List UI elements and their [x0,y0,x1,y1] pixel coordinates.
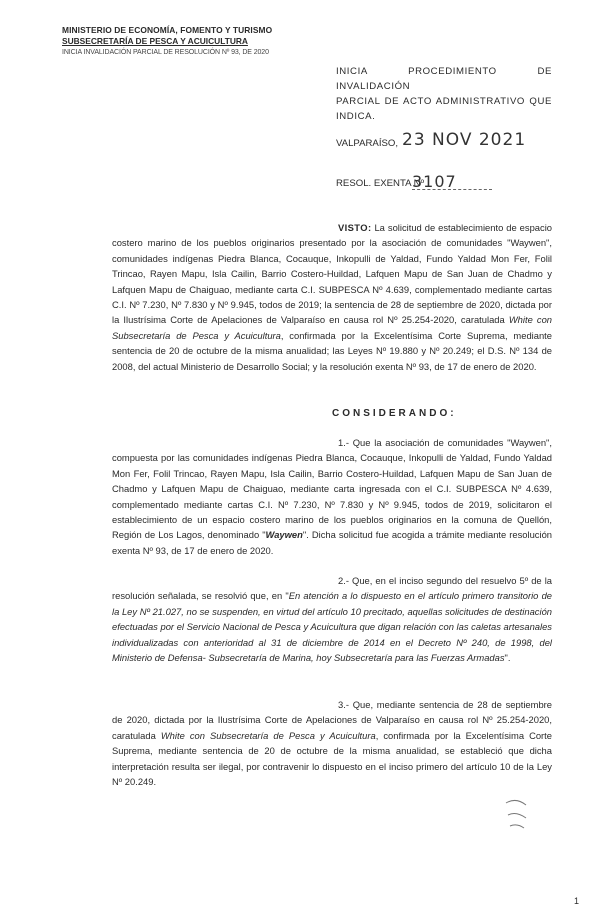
item-name: Waywen [265,529,303,541]
resolution-number: 3107 [412,172,457,191]
item-text: Que la asociación de comunidades "Waywen", compuesta por las comunidades indígenas Piedra Blanca, Cocauque, Inkopulli de Yaldad, Fundo Yaldad Mon Fer, Folil Trincao, Rayen Mapu, Isla Cailin, Barrio Costero-Huildad, Lafquen Mapu de San Juan de Chadmo y Lafquen Mapu de Chaiguao, mediante carta ingresada con el C.I. SUBPESCA Nº 4.639, complementado mediante cartas C.I. Nº 7.230, Nº 7.830 y Nº 9.945, todos de 2019, solicitaron el establecimiento de un espacio costero marino de los pueblos originarios en la comuna de Quellón, Región de Los Lagos, denominado " [112,437,552,541]
item-text-end: ". [504,652,511,664]
item-number: 1.- [338,437,349,448]
considerando-item-1 [112,435,552,558]
date-stamp: 23 NOV 2021 [402,130,527,150]
visto-paragraph [112,220,552,374]
place-label: VALPARAÍSO, [336,138,399,149]
item-case-name: White con Subsecretaría de Pesca y Acuicultura [160,729,376,741]
item-text: Que, mediante sentencia de 28 de septiembre de 2020, dictada por la Ilustrísima Corte de Apelaciones de Valparaíso en causa rol Nº 25.254-2020, caratulada [112,699,552,741]
considerando-item-3 [112,697,552,789]
title-line-1: INICIA PROCEDIMIENTO DE INVALIDACIÓN [336,66,552,92]
visto-case-name: White con Subsecretaría de Pesca y Acuicultura [112,314,553,341]
visto-label: VISTO: [338,222,372,233]
document-reference: INICIA INVALIDACIÓN PARCIAL DE RESOLUCIÓN Nº 93, DE 2020 [62,49,269,56]
visto-text-end: , confirmada por la Excelentísima Corte Suprema, mediante sentencia de 20 de octubre de la misma anualidad; las Leyes Nº 19.880 y Nº 20.249; el D.S. Nº 134 de 2008, del actual Ministerio de Desarrollo Social; y la resolución exenta Nº 93, de 17 de enero de 2020. [112,329,552,372]
item-number: 3.- [338,699,349,710]
item-text-end: ". Dicha solicitud fue acogida a trámite mediante resolución exenta Nº 93, de 17 de enero de 2020. [112,529,552,556]
considerando-heading: CONSIDERANDO: [332,408,457,419]
resolution-underline [412,189,492,190]
letterhead [62,25,312,58]
document-title [336,64,552,124]
initials-mark-icon [500,795,534,835]
visto-text: La solicitud de establecimiento de espacio costero marino de los pueblos originarios presentado por la asociación de comunidades "Waywen", comunidades indígenas Piedra Blanca, Cocauque, Inkopulli de Yaldad, Fundo Yaldad Mon Fer, Folil Trincao, Rayen Mapu, Isla Cailin, Barrio Costero-Huildad, Lafquen Mapu de San Juan de Chadmo y Lafquen Mapu de Chaiguao, mediante carta C.I. SUBPESCA Nº 4.639, complementado mediante cartas C.I. Nº 7.230, Nº 7.830 y Nº 9.945, todos de 2019; la sentencia de 28 de septiembre de 2020, dictada por la Ilustrísima Corte de Apelaciones de Valparaíso en causa rol Nº 25.254-2020, caratulada [112,222,552,326]
item-text-end: , confirmada por la Excelentísima Corte Suprema, mediante sentencia de 20 de octubre de la misma anualidad, se estableció que dicha interpretación resulta ser ilegal, por contravenir lo dispuesto en el inciso primero del artículo 10 de la Ley Nº 20.249. [112,729,552,788]
item-text: Que, en el inciso segundo del resuelvo 5º de la resolución señalada, se resolvió que, en " [112,575,552,602]
item-number: 2.- [338,575,349,586]
considerando-item-2 [112,573,552,665]
item-quote: En atención a lo dispuesto en el artículo primero transitorio de la Ley Nº 21.027, no se suspenden, en virtud del artículo 10 precitado, aquellas solicitudes de destinación efectuadas por el Servicio Nacional de Pesca y Acuicultura que digan relación con las caletas artesanales individualizadas con anterioridad al 31 de diciembre de 2014 en el Decreto Nº 240, de 1998, del Ministerio de Defensa- Subsecretaría de Marina, hoy Subsecretaría para las Fuerzas Armadas [112,590,553,664]
title-line-2: PARCIAL DE ACTO ADMINISTRATIVO QUE INDICA. [336,96,552,122]
resolution-label: RESOL. EXENTA Nº [336,178,425,189]
ministry-name: MINISTERIO DE ECONOMÍA, FOMENTO Y TURISMO [62,25,273,35]
subsecretaria-name: SUBSECRETARÍA DE PESCA Y ACUICULTURA [62,36,248,46]
page-number: 1 [574,896,580,906]
